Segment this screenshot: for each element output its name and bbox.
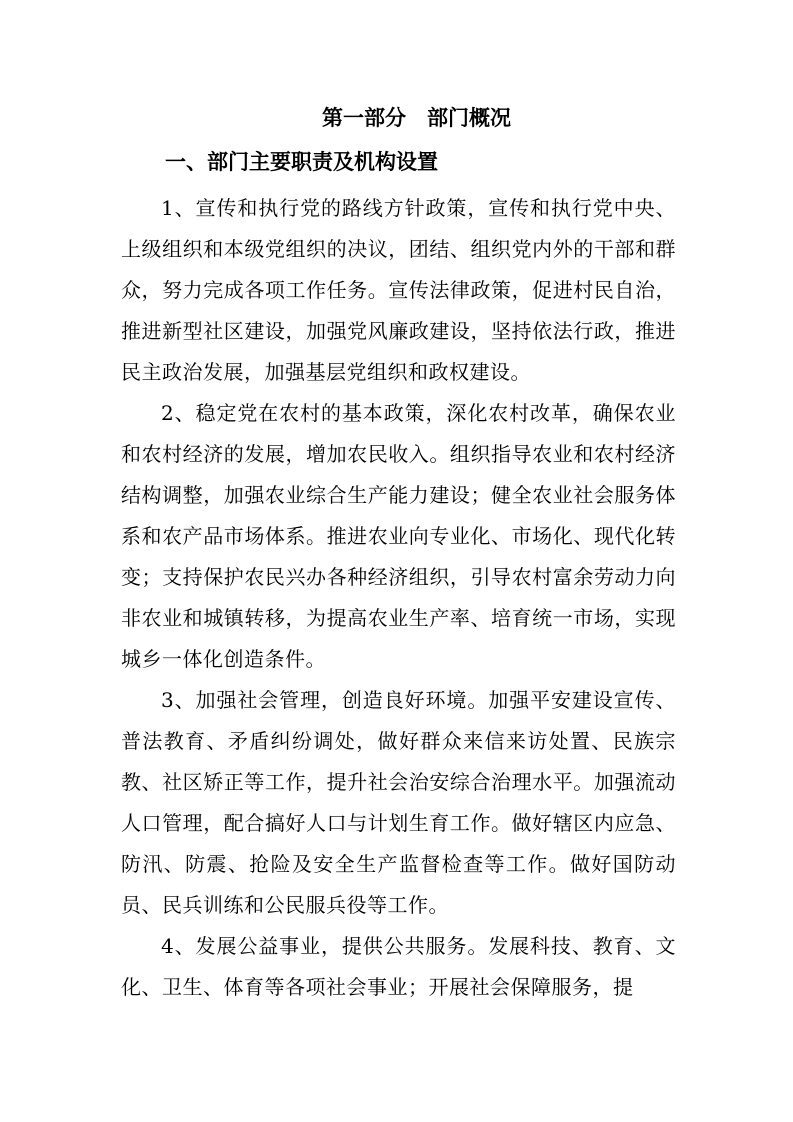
paragraph-4: 4、发展公益事业，提供公共服务。发展科技、教育、文化、卫生、体育等各项社会事业；开展社会保障服务，提: [121, 934, 676, 999]
paragraph-1: 1、宣传和执行党的路线方针政策，宣传和执行党中央、上级组织和本级党组织的决议，团结、组织党内外的干部和群众，努力完成各项工作任务。宣传法律政策，促进村民自治，推进新型社区建设，加强党风廉政建设，坚持依法行政，推进民主政治发展，加强基层党组织和政权建设。: [121, 196, 676, 384]
page-title: 第一部分 部门概况: [322, 105, 511, 130]
paragraph-3: 3、加强社会管理，创造良好环境。加强平安建设宣传、普法教育、矛盾纠纷调处，做好群众来信来访处置、民族宗教、社区矫正等工作，提升社会治安综合治理水平。加强流动人口管理，配合搞好人口与计划生育工作。做好辖区内应急、防汛、防震、抢险及安全生产监督检查等工作。做好国防动员、民兵训练和公民服兵役等工作。: [121, 688, 676, 917]
document-body: [121, 188, 676, 1008]
paragraph-2: 2、稳定党在农村的基本政策，深化农村改革，确保农业和农村经济的发展，增加农民收入。组织指导农业和农村经济结构调整，加强农业综合生产能力建设；健全农业社会服务体系和农产品市场体系。推进农业向专业化、市场化、现代化转变；支持保护农民兴办各种经济组织，引导农村富余劳动力向非农业和城镇转移，为提高农业生产率、培育统一市场，实现城乡一体化创造条件。: [121, 401, 676, 671]
section-heading: 一、部门主要职责及机构设置: [165, 149, 438, 174]
